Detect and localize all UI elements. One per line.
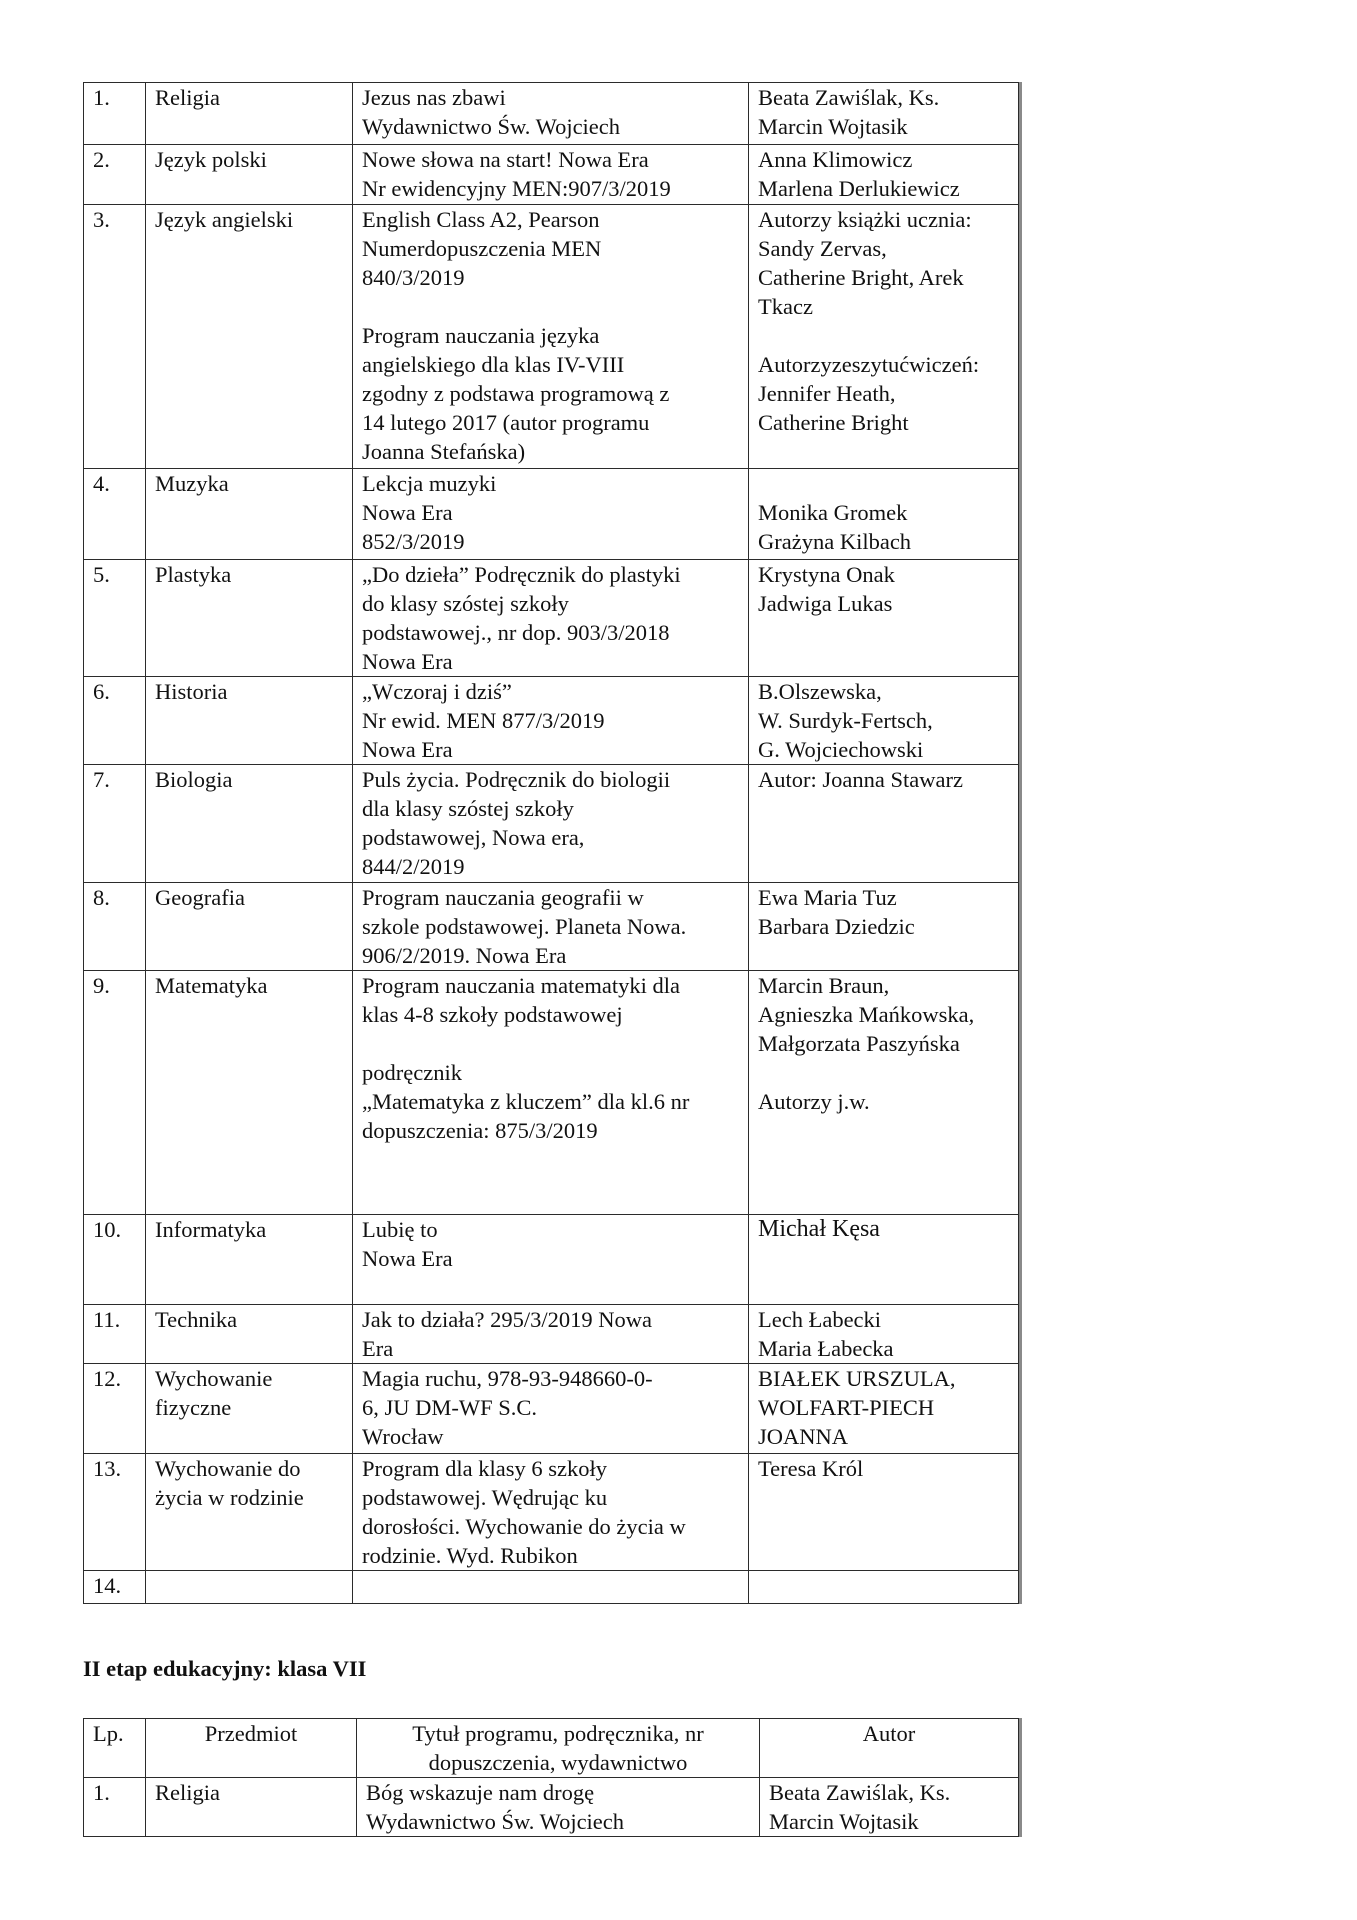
section-heading-klasa-vii: II etap edukacyjny: klasa VII <box>83 1656 367 1681</box>
author-cell: Marcin Braun, Agnieszka Mańkowska, Małgorzata Paszyńska Autorzy j.w. <box>749 971 1019 1215</box>
author-cell: Beata Zawiślak, Ks. Marcin Wojtasik <box>749 83 1019 145</box>
subject-cell: Religia <box>146 83 353 145</box>
title-cell: Puls życia. Podręcznik do biologii dla klasy szóstej szkoły podstawowej, Nowa era, 844/2/2019 <box>353 765 749 883</box>
textbook-table-class-6 <box>83 82 1019 1604</box>
author-cell: Monika Gromek Grażyna Kilbach <box>749 469 1019 560</box>
title-cell <box>353 1571 749 1604</box>
author-cell: Anna Klimowicz Marlena Derlukiewicz <box>749 145 1019 205</box>
title-cell: Nowe słowa na start! Nowa Era Nr ewidencyjny MEN:907/3/2019 <box>353 145 749 205</box>
author-cell: Beata Zawiślak, Ks. Marcin Wojtasik <box>760 1778 1019 1837</box>
table-row <box>84 1305 1019 1364</box>
title-cell: „Wczoraj i dziś” Nr ewid. MEN 877/3/2019 Nowa Era <box>353 677 749 765</box>
table-row <box>84 83 1019 145</box>
lp-cell: 13. <box>84 1454 146 1571</box>
header-author: Autor <box>760 1719 1019 1778</box>
table-row <box>84 145 1019 205</box>
subject-cell: Technika <box>146 1305 353 1364</box>
title-cell: Magia ruchu, 978-93-948660-0- 6, JU DM-WF S.C. Wrocław <box>353 1364 749 1454</box>
lp-cell: 2. <box>84 145 146 205</box>
subject-cell: Język angielski <box>146 205 353 469</box>
subject-cell: Wychowanie fizyczne <box>146 1364 353 1454</box>
author-cell: Autorzy książki ucznia: Sandy Zervas, Catherine Bright, Arek Tkacz Autorzyzeszytućwiczeń: Jennifer Heath, Catherine Bright <box>749 205 1019 469</box>
table-row <box>84 205 1019 469</box>
table-row <box>84 1215 1019 1305</box>
subject-cell: Matematyka <box>146 971 353 1215</box>
author-cell: Teresa Król <box>749 1454 1019 1571</box>
table-row <box>84 469 1019 560</box>
title-cell: Lubię to Nowa Era <box>353 1215 749 1305</box>
header-subject: Przedmiot <box>146 1719 357 1778</box>
table-row <box>84 1571 1019 1604</box>
lp-cell: 14. <box>84 1571 146 1604</box>
lp-cell: 10. <box>84 1215 146 1305</box>
lp-cell: 7. <box>84 765 146 883</box>
table-row <box>84 677 1019 765</box>
lp-cell: 1. <box>84 1778 146 1837</box>
subject-cell: Religia <box>146 1778 357 1837</box>
table-row <box>84 765 1019 883</box>
table-row <box>84 1454 1019 1571</box>
title-cell: „Do dzieła” Podręcznik do plastyki do klasy szóstej szkoły podstawowej., nr dop. 903/3/2018 Nowa Era <box>353 560 749 677</box>
table-row <box>84 971 1019 1215</box>
subject-cell: Muzyka <box>146 469 353 560</box>
table-row <box>84 883 1019 971</box>
title-cell: Program nauczania geografii w szkole podstawowej. Planeta Nowa. 906/2/2019. Nowa Era <box>353 883 749 971</box>
lp-cell: 11. <box>84 1305 146 1364</box>
lp-cell: 1. <box>84 83 146 145</box>
author-cell: Krystyna Onak Jadwiga Lukas <box>749 560 1019 677</box>
subject-cell <box>146 1571 353 1604</box>
lp-cell: 5. <box>84 560 146 677</box>
table-header-row <box>84 1719 1019 1778</box>
title-cell: Lekcja muzyki Nowa Era 852/3/2019 <box>353 469 749 560</box>
subject-cell: Język polski <box>146 145 353 205</box>
header-lp: Lp. <box>84 1719 146 1778</box>
author-cell: Lech Łabecki Maria Łabecka <box>749 1305 1019 1364</box>
table-row <box>84 1364 1019 1454</box>
author-cell: Ewa Maria Tuz Barbara Dziedzic <box>749 883 1019 971</box>
table-row <box>84 1778 1019 1837</box>
subject-cell: Historia <box>146 677 353 765</box>
lp-cell: 3. <box>84 205 146 469</box>
author-cell: Michał Kęsa <box>749 1215 1019 1305</box>
lp-cell: 4. <box>84 469 146 560</box>
title-cell: Jezus nas zbawi Wydawnictwo Św. Wojciech <box>353 83 749 145</box>
title-cell: Jak to działa? 295/3/2019 Nowa Era <box>353 1305 749 1364</box>
title-cell: English Class A2, Pearson Numerdopuszczenia MEN 840/3/2019 Program nauczania języka angielskiego dla klas IV-VIII zgodny z podstawa programową z 14 lutego 2017 (autor programu Joanna Stefańska) <box>353 205 749 469</box>
lp-cell: 9. <box>84 971 146 1215</box>
lp-cell: 12. <box>84 1364 146 1454</box>
textbook-table-class-7 <box>83 1718 1019 1837</box>
subject-cell: Wychowanie do życia w rodzinie <box>146 1454 353 1571</box>
author-cell: B.Olszewska, W. Surdyk-Fertsch, G. Wojciechowski <box>749 677 1019 765</box>
subject-cell: Informatyka <box>146 1215 353 1305</box>
lp-cell: 8. <box>84 883 146 971</box>
header-title: Tytuł programu, podręcznika, nr dopuszczenia, wydawnictwo <box>357 1719 760 1778</box>
title-cell: Program dla klasy 6 szkoły podstawowej. Wędrując ku dorosłości. Wychowanie do życia w rodzinie. Wyd. Rubikon <box>353 1454 749 1571</box>
table-row <box>84 560 1019 677</box>
subject-cell: Geografia <box>146 883 353 971</box>
lp-cell: 6. <box>84 677 146 765</box>
author-cell <box>749 1571 1019 1604</box>
author-cell: BIAŁEK URSZULA, WOLFART-PIECH JOANNA <box>749 1364 1019 1454</box>
title-cell: Bóg wskazuje nam drogę Wydawnictwo Św. Wojciech <box>357 1778 760 1837</box>
title-cell: Program nauczania matematyki dla klas 4-8 szkoły podstawowej podręcznik „Matematyka z kluczem” dla kl.6 nr dopuszczenia: 875/3/2019 <box>353 971 749 1215</box>
subject-cell: Biologia <box>146 765 353 883</box>
subject-cell: Plastyka <box>146 560 353 677</box>
author-cell: Autor: Joanna Stawarz <box>749 765 1019 883</box>
